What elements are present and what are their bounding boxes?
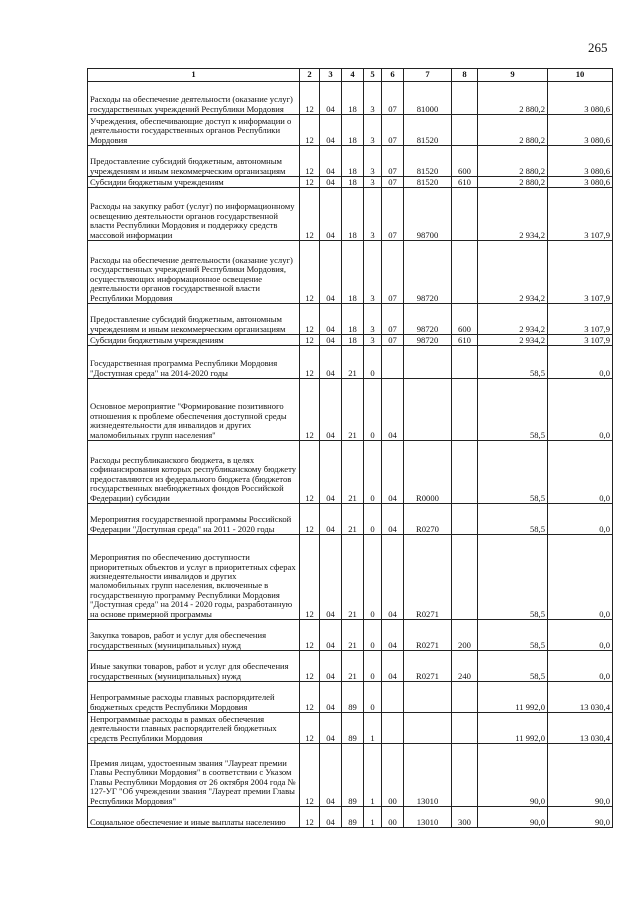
cell-col-9: 58,5 (478, 504, 548, 535)
cell-col-8 (452, 241, 478, 304)
table-row (88, 241, 613, 304)
cell-col-2: 12 (300, 441, 320, 504)
row-description: Субсидии бюджетным учреждениям (88, 335, 300, 346)
cell-col-6: 00 (382, 807, 404, 828)
cell-col-8: 300 (452, 807, 478, 828)
cell-col-9: 90,0 (478, 744, 548, 807)
header-cell-col-8: 8 (452, 69, 478, 82)
cell-col-2: 12 (300, 651, 320, 682)
cell-col-3: 04 (320, 335, 342, 346)
cell-col-8 (452, 115, 478, 146)
cell-col-10: 3 080,6 (548, 115, 613, 146)
cell-col-3: 04 (320, 115, 342, 146)
cell-col-5: 0 (364, 346, 382, 379)
cell-col-2: 12 (300, 346, 320, 379)
cell-col-2: 12 (300, 241, 320, 304)
cell-col-6: 00 (382, 744, 404, 807)
row-description: Предоставление субсидий бюджетным, автономным учреждениям и иным некоммерческим организациям (88, 146, 300, 177)
cell-col-6: 04 (382, 535, 404, 620)
cell-col-6: 04 (382, 379, 404, 441)
cell-col-8 (452, 346, 478, 379)
cell-col-4: 89 (342, 744, 364, 807)
cell-col-9: 2 934,2 (478, 241, 548, 304)
cell-col-5: 3 (364, 241, 382, 304)
header-cell-col-3: 3 (320, 69, 342, 82)
cell-col-2: 12 (300, 304, 320, 335)
cell-col-5: 0 (364, 620, 382, 651)
cell-col-9: 58,5 (478, 441, 548, 504)
cell-col-3: 04 (320, 304, 342, 335)
row-description: Мероприятия по обеспечению доступности приоритетных объектов и услуг в приоритетных сферах жизнедеятельности инвалидов и других маломобильных групп населения, включенные в государственную программу Республики Мордовия "Доступная среда" на 2014 - 2020 годы, разработанную на основе примерной программы (88, 535, 300, 620)
cell-col-9: 2 880,2 (478, 177, 548, 188)
row-description: Иные закупки товаров, работ и услуг для обеспечения государственных (муниципальных) нужд (88, 651, 300, 682)
cell-col-3: 04 (320, 682, 342, 713)
cell-col-8 (452, 504, 478, 535)
header-row (88, 69, 613, 82)
cell-col-10: 90,0 (548, 807, 613, 828)
cell-col-5: 0 (364, 651, 382, 682)
cell-col-5: 1 (364, 713, 382, 744)
cell-col-5: 3 (364, 335, 382, 346)
header-cell-col-1: 1 (88, 69, 300, 82)
cell-col-10: 3 107,9 (548, 241, 613, 304)
cell-col-2: 12 (300, 807, 320, 828)
cell-col-10: 0,0 (548, 504, 613, 535)
cell-col-4: 18 (342, 177, 364, 188)
cell-col-7: R0271 (404, 651, 452, 682)
cell-col-8: 610 (452, 335, 478, 346)
cell-col-3: 04 (320, 713, 342, 744)
cell-col-2: 12 (300, 335, 320, 346)
cell-col-6: 07 (382, 177, 404, 188)
cell-col-4: 89 (342, 682, 364, 713)
row-description: Предоставление субсидий бюджетным, автономным учреждениям и иным некоммерческим организациям (88, 304, 300, 335)
cell-col-7: R0271 (404, 535, 452, 620)
table-row (88, 744, 613, 807)
cell-col-8 (452, 188, 478, 241)
cell-col-2: 12 (300, 177, 320, 188)
cell-col-5: 3 (364, 146, 382, 177)
cell-col-7: 81520 (404, 146, 452, 177)
cell-col-2: 12 (300, 188, 320, 241)
cell-col-5: 3 (364, 188, 382, 241)
cell-col-6: 04 (382, 620, 404, 651)
table-row (88, 682, 613, 713)
row-description: Основное мероприятие "Формирование позитивного отношения к проблеме обеспечения доступной среды жизнедеятельности для инвалидов и других маломобильных групп населения" (88, 379, 300, 441)
cell-col-9: 11 992,0 (478, 682, 548, 713)
cell-col-7: R0271 (404, 620, 452, 651)
table-row (88, 335, 613, 346)
table-row (88, 620, 613, 651)
cell-col-4: 21 (342, 651, 364, 682)
cell-col-4: 21 (342, 535, 364, 620)
cell-col-3: 04 (320, 441, 342, 504)
cell-col-7: 81520 (404, 177, 452, 188)
table-row (88, 177, 613, 188)
cell-col-3: 04 (320, 620, 342, 651)
table-row (88, 188, 613, 241)
row-description: Непрограммные расходы главных распорядителей бюджетных средств Республики Мордовия (88, 682, 300, 713)
cell-col-3: 04 (320, 535, 342, 620)
cell-col-2: 12 (300, 146, 320, 177)
cell-col-2: 12 (300, 535, 320, 620)
cell-col-2: 12 (300, 379, 320, 441)
cell-col-9: 2 880,2 (478, 82, 548, 115)
cell-col-9: 2 934,2 (478, 335, 548, 346)
cell-col-3: 04 (320, 82, 342, 115)
cell-col-4: 18 (342, 82, 364, 115)
cell-col-9: 58,5 (478, 535, 548, 620)
row-description: Расходы на закупку работ (услуг) по информационному освещению деятельности органов государственной власти Республики Мордовия и поддержку средств массовой информации (88, 188, 300, 241)
row-description: Расходы на обеспечение деятельности (оказание услуг) государственных учреждений Республики Мордовия (88, 82, 300, 115)
cell-col-3: 04 (320, 177, 342, 188)
cell-col-4: 21 (342, 346, 364, 379)
cell-col-6: 07 (382, 188, 404, 241)
cell-col-7 (404, 713, 452, 744)
cell-col-5: 0 (364, 504, 382, 535)
cell-col-4: 18 (342, 304, 364, 335)
cell-col-8 (452, 713, 478, 744)
header-cell-col-6: 6 (382, 69, 404, 82)
table-row (88, 713, 613, 744)
cell-col-5: 3 (364, 177, 382, 188)
cell-col-4: 18 (342, 188, 364, 241)
cell-col-5: 0 (364, 535, 382, 620)
row-description: Субсидии бюджетным учреждениям (88, 177, 300, 188)
cell-col-10: 3 080,6 (548, 146, 613, 177)
cell-col-9: 2 880,2 (478, 115, 548, 146)
table-row (88, 115, 613, 146)
page-number: 265 (588, 40, 608, 55)
cell-col-10: 3 080,6 (548, 177, 613, 188)
row-description: Государственная программа Республики Мордовия "Доступная среда" на 2014-2020 годы (88, 346, 300, 379)
cell-col-10: 0,0 (548, 379, 613, 441)
cell-col-6 (382, 682, 404, 713)
cell-col-6: 07 (382, 241, 404, 304)
table-row (88, 82, 613, 115)
cell-col-9: 2 934,2 (478, 304, 548, 335)
cell-col-7: R0000 (404, 441, 452, 504)
cell-col-6: 04 (382, 441, 404, 504)
table-row (88, 379, 613, 441)
cell-col-2: 12 (300, 682, 320, 713)
cell-col-7 (404, 379, 452, 441)
row-description: Непрограммные расходы в рамках обеспечения деятельности главных распорядителей бюджетных средств Республики Мордовия (88, 713, 300, 744)
cell-col-8: 600 (452, 304, 478, 335)
cell-col-6: 07 (382, 335, 404, 346)
cell-col-9: 58,5 (478, 346, 548, 379)
cell-col-7: 98700 (404, 188, 452, 241)
table-header (88, 69, 613, 82)
cell-col-5: 1 (364, 744, 382, 807)
cell-col-5: 3 (364, 82, 382, 115)
header-cell-col-4: 4 (342, 69, 364, 82)
cell-col-4: 89 (342, 713, 364, 744)
cell-col-7: 13010 (404, 744, 452, 807)
cell-col-8 (452, 535, 478, 620)
header-cell-col-2: 2 (300, 69, 320, 82)
table-row (88, 651, 613, 682)
table-row (88, 441, 613, 504)
header-cell-col-9: 9 (478, 69, 548, 82)
cell-col-9: 11 992,0 (478, 713, 548, 744)
cell-col-10: 0,0 (548, 651, 613, 682)
cell-col-4: 18 (342, 115, 364, 146)
header-cell-col-10: 10 (548, 69, 613, 82)
table-row (88, 304, 613, 335)
cell-col-6: 04 (382, 651, 404, 682)
cell-col-9: 58,5 (478, 379, 548, 441)
cell-col-8 (452, 441, 478, 504)
cell-col-7: 98720 (404, 335, 452, 346)
cell-col-7 (404, 682, 452, 713)
cell-col-6: 07 (382, 115, 404, 146)
budget-table (87, 68, 613, 828)
cell-col-2: 12 (300, 504, 320, 535)
cell-col-10: 0,0 (548, 441, 613, 504)
cell-col-2: 12 (300, 115, 320, 146)
cell-col-9: 2 934,2 (478, 188, 548, 241)
row-description: Расходы на обеспечение деятельности (оказание услуг) государственных учреждений Республики Мордовия, осуществляющих информационное освещение деятельности органов государственной власти Республики Мордовия (88, 241, 300, 304)
table-row (88, 807, 613, 828)
cell-col-8: 600 (452, 146, 478, 177)
cell-col-5: 3 (364, 304, 382, 335)
table-body (88, 82, 613, 828)
cell-col-4: 18 (342, 241, 364, 304)
cell-col-8: 200 (452, 620, 478, 651)
table-row (88, 346, 613, 379)
header-cell-col-5: 5 (364, 69, 382, 82)
cell-col-3: 04 (320, 504, 342, 535)
cell-col-4: 89 (342, 807, 364, 828)
cell-col-4: 21 (342, 620, 364, 651)
cell-col-5: 3 (364, 115, 382, 146)
cell-col-9: 90,0 (478, 807, 548, 828)
table-row (88, 146, 613, 177)
cell-col-3: 04 (320, 744, 342, 807)
cell-col-7: 98720 (404, 304, 452, 335)
cell-col-6 (382, 346, 404, 379)
cell-col-2: 12 (300, 744, 320, 807)
cell-col-10: 13 030,4 (548, 682, 613, 713)
cell-col-7: 98720 (404, 241, 452, 304)
cell-col-10: 0,0 (548, 620, 613, 651)
cell-col-4: 18 (342, 146, 364, 177)
cell-col-4: 21 (342, 379, 364, 441)
row-description: Учреждения, обеспечивающие доступ к информации о деятельности государственных органов Республики Мордовия (88, 115, 300, 146)
cell-col-3: 04 (320, 188, 342, 241)
cell-col-6: 04 (382, 504, 404, 535)
row-description: Социальное обеспечение и иные выплаты населению (88, 807, 300, 828)
cell-col-3: 04 (320, 146, 342, 177)
cell-col-4: 18 (342, 335, 364, 346)
cell-col-8: 610 (452, 177, 478, 188)
table-row (88, 535, 613, 620)
cell-col-7: 13010 (404, 807, 452, 828)
cell-col-7: R0270 (404, 504, 452, 535)
cell-col-10: 90,0 (548, 744, 613, 807)
cell-col-10: 3 107,9 (548, 188, 613, 241)
cell-col-8 (452, 744, 478, 807)
cell-col-10: 3 107,9 (548, 304, 613, 335)
cell-col-5: 0 (364, 379, 382, 441)
cell-col-2: 12 (300, 82, 320, 115)
cell-col-7 (404, 346, 452, 379)
row-description: Закупка товаров, работ и услуг для обеспечения государственных (муниципальных) нужд (88, 620, 300, 651)
cell-col-2: 12 (300, 620, 320, 651)
cell-col-4: 21 (342, 504, 364, 535)
cell-col-10: 3 107,9 (548, 335, 613, 346)
row-description: Мероприятия государственной программы Российской Федерации "Доступная среда" на 2011 - 2020 годы (88, 504, 300, 535)
cell-col-5: 1 (364, 807, 382, 828)
cell-col-10: 13 030,4 (548, 713, 613, 744)
cell-col-7: 81520 (404, 115, 452, 146)
cell-col-8 (452, 682, 478, 713)
cell-col-3: 04 (320, 807, 342, 828)
cell-col-10: 0,0 (548, 535, 613, 620)
cell-col-3: 04 (320, 651, 342, 682)
cell-col-6 (382, 713, 404, 744)
cell-col-2: 12 (300, 713, 320, 744)
cell-col-9: 58,5 (478, 651, 548, 682)
cell-col-8: 240 (452, 651, 478, 682)
cell-col-3: 04 (320, 241, 342, 304)
cell-col-7: 81000 (404, 82, 452, 115)
cell-col-9: 2 880,2 (478, 146, 548, 177)
cell-col-6: 07 (382, 146, 404, 177)
cell-col-6: 07 (382, 304, 404, 335)
cell-col-8 (452, 379, 478, 441)
header-cell-col-7: 7 (404, 69, 452, 82)
row-description: Премия лицам, удостоенным звания "Лауреат премии Главы Республики Мордовия" в соответствии с Указом Главы Республики Мордовия от 26 октября 2004 года № 127-УГ "Об учреждении звания "Лауреат премии Главы Республики Мордовия" (88, 744, 300, 807)
table-row (88, 504, 613, 535)
cell-col-9: 58,5 (478, 620, 548, 651)
cell-col-10: 0,0 (548, 346, 613, 379)
row-description: Расходы республиканского бюджета, в целях софинансирования которых республиканскому бюджету предоставляются из федерального бюджета (бюджетов государственных внебюджетных фондов Российской Федерации) субсидии (88, 441, 300, 504)
cell-col-6: 07 (382, 82, 404, 115)
cell-col-10: 3 080,6 (548, 82, 613, 115)
cell-col-8 (452, 82, 478, 115)
cell-col-4: 21 (342, 441, 364, 504)
cell-col-5: 0 (364, 682, 382, 713)
cell-col-3: 04 (320, 346, 342, 379)
cell-col-3: 04 (320, 379, 342, 441)
cell-col-5: 0 (364, 441, 382, 504)
